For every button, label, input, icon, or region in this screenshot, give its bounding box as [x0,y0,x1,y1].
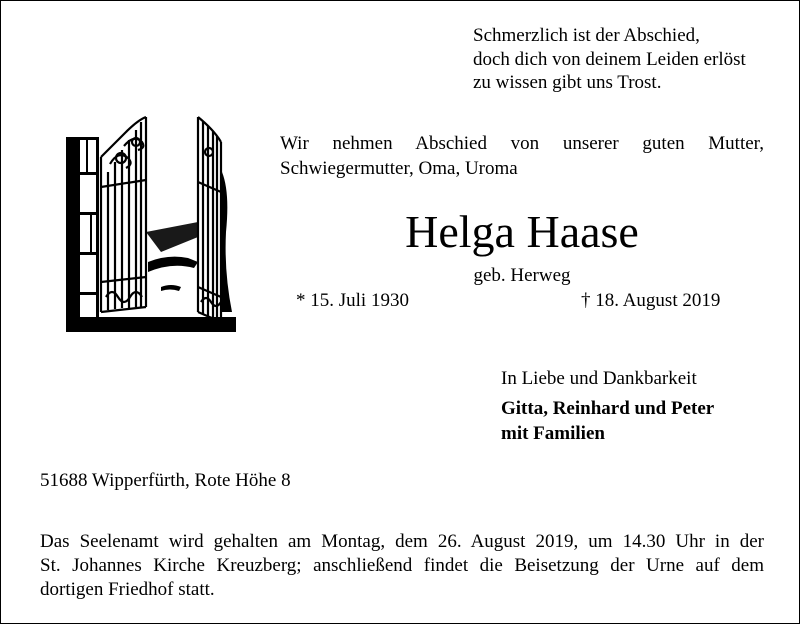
notice-line-1: Das Seelenamt wird gehalten am Montag, dem 26. August 2019, um 14.30 Uhr in der [40,531,764,552]
mourners-names [501,396,714,446]
notice-line-3: dortigen Friedhof statt. [40,579,215,600]
poem [473,24,746,95]
mourners-phrase: In Liebe und Dankbarkeit [501,368,697,389]
mourners-line-1: Gitta, Reinhard und Peter [501,398,715,419]
notice-line-2: St. Johannes Kirche Kreuzberg; anschließend findet die Beisetzung der Urne auf dem [40,555,764,576]
poem-line: doch dich von deinem Leiden erlöst [473,48,746,70]
intro-line-1: Wir nehmen Abschied von unserer guten Mutter, [280,133,764,154]
address: 51688 Wipperfürth, Rote Höhe 8 [40,470,291,491]
birth-date: * 15. Juli 1930 [296,290,409,311]
funeral-notice [40,530,764,602]
poem-line: zu wissen gibt uns Trost. [473,72,662,93]
deceased-name: Helga Haase [405,206,639,257]
garden-gate-illustration [66,112,236,332]
maiden-name: geb. Herweg [473,265,571,286]
poem-line: Schmerzlich ist der Abschied, [473,25,700,46]
mourners-line-2: mit Familien [501,423,605,444]
death-date: † 18. August 2019 [581,290,721,311]
intro-line-2: Schwiegermutter, Oma, Uroma [280,158,518,179]
